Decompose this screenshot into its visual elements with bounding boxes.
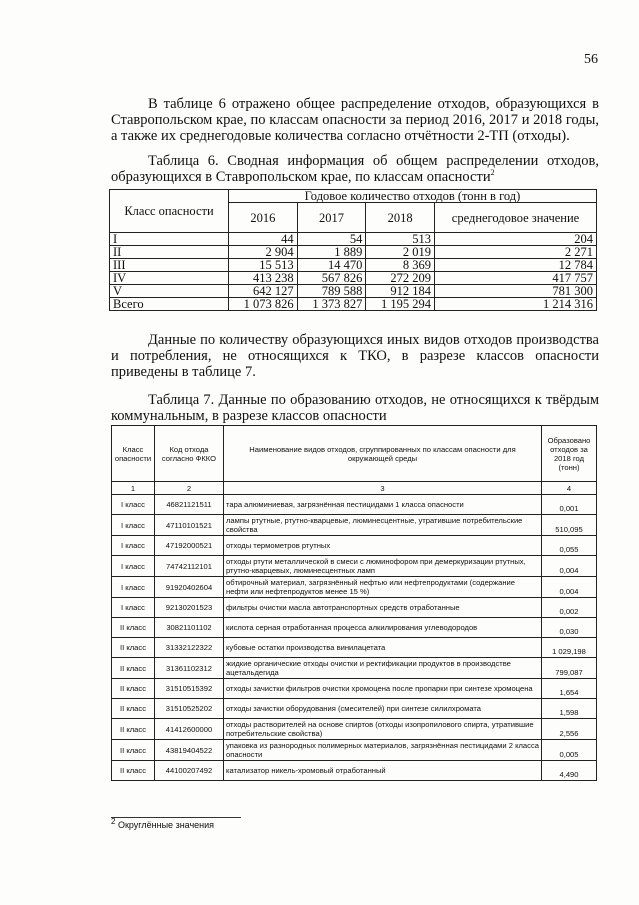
- t6-cell-2016: 642 127: [229, 285, 298, 298]
- t7-cell-class: II класс: [112, 658, 155, 679]
- t7-cell-code: 91920402604: [155, 577, 224, 598]
- t7-cell-amount: 1,598: [542, 699, 597, 719]
- t7-index-cell: 2: [155, 482, 224, 495]
- t7-cell-amount: 510,095: [542, 515, 597, 536]
- table7: [111, 425, 597, 781]
- t6-cell-class: Всего: [110, 298, 229, 311]
- paragraph-2: Данные по количеству образующихся иных видов отходов производства и потребления, не относящихся к ТКО, в разрезе классов опасности приведены в таблице 7.: [111, 332, 599, 380]
- t7-cell-name: лампы ртутные, ртутно-кварцевые, люминесцентные, утратившие потребительские свойства: [224, 515, 542, 536]
- t6-row: [110, 233, 597, 246]
- t6-row: [110, 259, 597, 272]
- t7-cell-class: II класс: [112, 618, 155, 638]
- t7-row: [112, 536, 597, 556]
- t7-cell-class: I класс: [112, 495, 155, 515]
- footnote-separator: [111, 817, 241, 818]
- t7-header-amount: Образовано отходов за 2018 год (тонн): [542, 426, 597, 482]
- t6-cell-class: IV: [110, 272, 229, 285]
- t7-cell-amount: 1 029,198: [542, 638, 597, 658]
- t7-row: [112, 556, 597, 577]
- t7-cell-code: 74742112101: [155, 556, 224, 577]
- t7-row: [112, 618, 597, 638]
- t6-row: [110, 285, 597, 298]
- t6-cell-class: I: [110, 233, 229, 246]
- t7-cell-code: 47110101521: [155, 515, 224, 536]
- page-number: 56: [584, 52, 598, 67]
- t6-cell-2016: 1 073 826: [229, 298, 298, 311]
- t6-row: [110, 298, 597, 311]
- t6-cell-avg: 2 271: [435, 246, 597, 259]
- t6-header-year: 2017: [297, 203, 366, 233]
- t7-cell-name: отходы ртути металлической в смеси с люминофором при демеркуризации ртутных, ртутно-кварцевых, люминесцентных ламп: [224, 556, 542, 577]
- t7-row: [112, 598, 597, 618]
- t7-cell-code: 31510525202: [155, 699, 224, 719]
- t6-cell-2018: 272 209: [366, 272, 435, 285]
- t7-row: [112, 699, 597, 719]
- t7-cell-amount: 2,556: [542, 719, 597, 740]
- t6-header-year: 2016: [229, 203, 298, 233]
- t6-cell-class: II: [110, 246, 229, 259]
- t7-row: [112, 658, 597, 679]
- footnote: [111, 817, 215, 830]
- t7-index-cell: 3: [224, 482, 542, 495]
- t6-row: [110, 246, 597, 259]
- t7-cell-name: отходы растворителей на основе спиртов (отходы изопропилового спирта, утратившие потребительские свойства): [224, 719, 542, 740]
- t6-cell-2017: 14 470: [297, 259, 366, 272]
- t7-row: [112, 495, 597, 515]
- t7-row: [112, 719, 597, 740]
- t7-cell-code: 43819404522: [155, 740, 224, 761]
- t7-cell-code: 31361102312: [155, 658, 224, 679]
- t7-cell-amount: 0,004: [542, 577, 597, 598]
- table6: [109, 189, 597, 311]
- t7-cell-amount: 0,030: [542, 618, 597, 638]
- footnote-text: Округлённые значения: [117, 820, 215, 830]
- t7-cell-name: упаковка из разнородных полимерных материалов, загрязнённая пестицидами 2 класса опасности: [224, 740, 542, 761]
- t6-cell-2017: 54: [297, 233, 366, 246]
- t7-row: [112, 679, 597, 699]
- t7-cell-amount: 4,490: [542, 761, 597, 781]
- t6-cell-2017: 1 889: [297, 246, 366, 259]
- t7-cell-amount: 0,055: [542, 536, 597, 556]
- t7-row: [112, 740, 597, 761]
- t7-cell-name: обтирочный материал, загрязнённый нефтью или нефтепродуктами (содержание нефти или нефтепродуктов менее 15 %): [224, 577, 542, 598]
- t6-cell-2018: 1 195 294: [366, 298, 435, 311]
- table6-caption-text: Таблица 6. Сводная информация об общем распределении отходов, образующихся в Ставропольском крае, по классам опасности: [111, 153, 599, 185]
- t7-cell-name: катализатор никель-хромовый отработанный: [224, 761, 542, 781]
- t7-row: [112, 638, 597, 658]
- t6-header-avg: среднегодовое значение: [435, 203, 597, 233]
- t7-row: [112, 577, 597, 598]
- t6-cell-class: III: [110, 259, 229, 272]
- t6-cell-2018: 8 369: [366, 259, 435, 272]
- t7-index-cell: 1: [112, 482, 155, 495]
- t7-cell-amount: 0,002: [542, 598, 597, 618]
- t6-cell-2016: 2 904: [229, 246, 298, 259]
- intro-paragraph: В таблице 6 отражено общее распределение отходов, образующихся в Ставропольском крае, по классам опасности за период 2016, 2017 и 2018 годы, а также их среднегодовые количества согласно отчётности 2-ТП (отходы).: [111, 96, 599, 144]
- t7-cell-class: I класс: [112, 556, 155, 577]
- t7-cell-class: II класс: [112, 638, 155, 658]
- t7-cell-class: II класс: [112, 740, 155, 761]
- t6-cell-avg: 12 784: [435, 259, 597, 272]
- t7-cell-code: 46821121511: [155, 495, 224, 515]
- t7-cell-code: 41412600000: [155, 719, 224, 740]
- t7-cell-amount: 0,005: [542, 740, 597, 761]
- t6-cell-avg: 417 757: [435, 272, 597, 285]
- t7-cell-class: II класс: [112, 719, 155, 740]
- t7-cell-class: II класс: [112, 761, 155, 781]
- t6-cell-avg: 204: [435, 233, 597, 246]
- t7-cell-code: 92130201523: [155, 598, 224, 618]
- t7-header-code: Код отхода согласно ФККО: [155, 426, 224, 482]
- t6-cell-2018: 513: [366, 233, 435, 246]
- t7-cell-amount: 799,087: [542, 658, 597, 679]
- t7-cell-code: 44100207492: [155, 761, 224, 781]
- t7-cell-class: I класс: [112, 598, 155, 618]
- t6-cell-2016: 15 513: [229, 259, 298, 272]
- t6-cell-avg: 1 214 316: [435, 298, 597, 311]
- t7-index-row: [112, 482, 597, 495]
- t7-cell-amount: 0,001: [542, 495, 597, 515]
- t6-cell-avg: 781 300: [435, 285, 597, 298]
- t7-cell-class: I класс: [112, 536, 155, 556]
- t6-cell-2017: 567 826: [297, 272, 366, 285]
- footnote-ref: 2: [490, 168, 495, 178]
- t6-row: [110, 272, 597, 285]
- t6-cell-2017: 1 373 827: [297, 298, 366, 311]
- t7-cell-class: I класс: [112, 577, 155, 598]
- t7-cell-code: 31332122322: [155, 638, 224, 658]
- t6-header-year: 2018: [366, 203, 435, 233]
- t7-cell-amount: 1,654: [542, 679, 597, 699]
- t7-cell-name: тара алюминиевая, загрязнённая пестицидами 1 класса опасности: [224, 495, 542, 515]
- t6-cell-2016: 44: [229, 233, 298, 246]
- t7-cell-amount: 0,004: [542, 556, 597, 577]
- t7-cell-class: II класс: [112, 699, 155, 719]
- table7-caption: Таблица 7. Данные по образованию отходов, не относящихся к твёрдым коммунальным, в разрезе классов опасности: [111, 392, 599, 424]
- t7-cell-code: 47192000521: [155, 536, 224, 556]
- t6-cell-class: V: [110, 285, 229, 298]
- t7-cell-name: кислота серная отработанная процесса алкилирования углеводородов: [224, 618, 542, 638]
- t7-cell-name: кубовые остатки производства винилацетата: [224, 638, 542, 658]
- t7-row: [112, 515, 597, 536]
- t6-header-group: Годовое количество отходов (тонн в год): [229, 190, 597, 203]
- t7-cell-code: 30821101102: [155, 618, 224, 638]
- table6-caption: [111, 153, 599, 185]
- t7-cell-name: жидкие органические отходы очистки и ректификации продуктов в производстве ацетальдегида: [224, 658, 542, 679]
- t7-cell-name: отходы зачистки оборудования (смесителей) при синтезе силилхромата: [224, 699, 542, 719]
- t7-cell-name: фильтры очистки масла автотранспортных средств отработанные: [224, 598, 542, 618]
- t6-cell-2018: 2 019: [366, 246, 435, 259]
- footnote-mark: 2: [111, 817, 116, 826]
- t6-header-class: Класс опасности: [110, 190, 229, 233]
- t7-header-class: Класс опасности: [112, 426, 155, 482]
- t7-cell-name: отходы зачистки фильтров очистки хромоцена после пропарки при синтезе хромоцена: [224, 679, 542, 699]
- t6-cell-2016: 413 238: [229, 272, 298, 285]
- t7-header-name: Наименование видов отходов, сгруппированных по классам опасности для окружающей среды: [224, 426, 542, 482]
- t7-cell-class: II класс: [112, 679, 155, 699]
- t7-cell-name: отходы термометров ртутных: [224, 536, 542, 556]
- t7-index-cell: 4: [542, 482, 597, 495]
- t7-cell-class: I класс: [112, 515, 155, 536]
- t6-cell-2017: 789 588: [297, 285, 366, 298]
- t6-cell-2018: 912 184: [366, 285, 435, 298]
- t7-row: [112, 761, 597, 781]
- t7-cell-code: 31510515392: [155, 679, 224, 699]
